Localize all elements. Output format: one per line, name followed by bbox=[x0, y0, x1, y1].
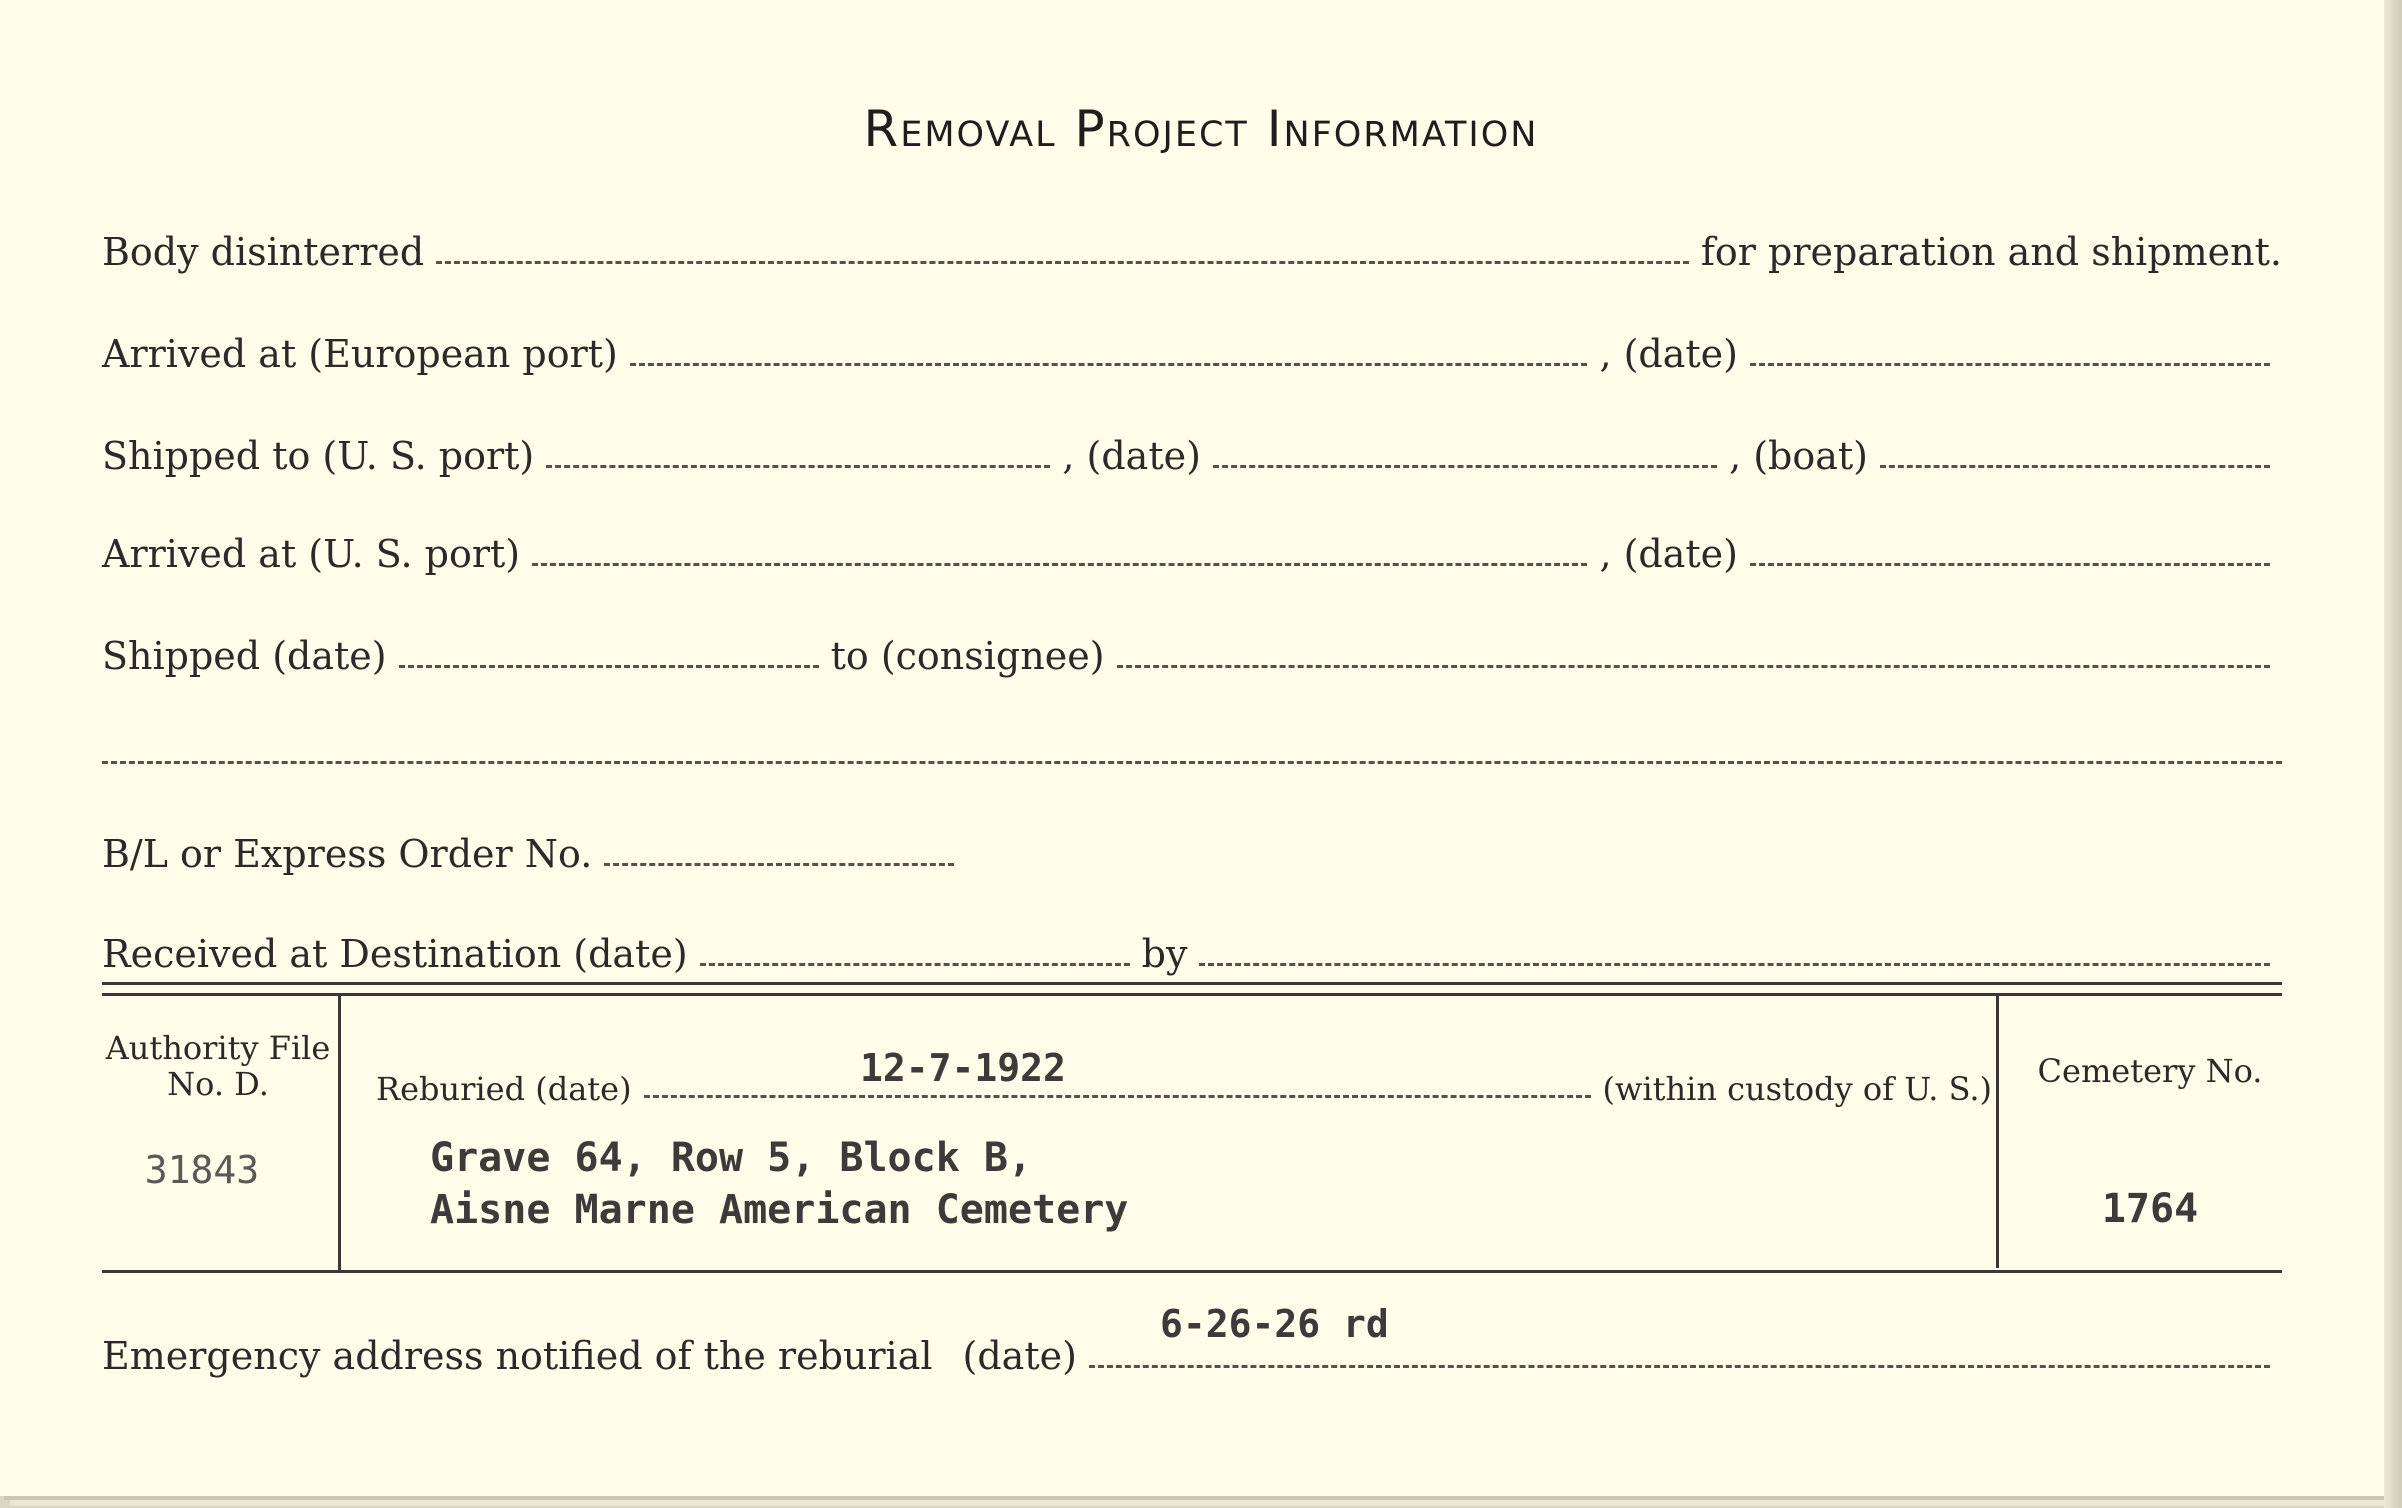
table-top-rule bbox=[102, 982, 2282, 996]
label-shipped-us-port: Shipped to (U. S. port) bbox=[102, 434, 535, 478]
label-arrived-european-port: Arrived at (European port) bbox=[102, 332, 618, 376]
field-body-disinterred[interactable] bbox=[436, 261, 1689, 264]
row-received-destination bbox=[102, 920, 2282, 976]
label-received-destination: Received at Destination (date) bbox=[102, 932, 688, 976]
row-arrived-us-port bbox=[102, 520, 2282, 576]
row-consignee-continued bbox=[102, 718, 2282, 774]
grave-line-1: Grave 64, Row 5, Block B, bbox=[430, 1135, 1033, 1181]
label-boat: , (boat) bbox=[1729, 434, 1868, 478]
field-us-port-date[interactable] bbox=[1750, 563, 2270, 566]
field-emergency-date[interactable] bbox=[1089, 1365, 2270, 1368]
table-bottom-rule bbox=[102, 1270, 2282, 1273]
label-shipped-date: Shipped (date) bbox=[102, 634, 387, 678]
row-bl-order bbox=[102, 820, 2282, 876]
card-edge bbox=[2384, 0, 2402, 1508]
field-consignee[interactable] bbox=[1117, 665, 2270, 668]
row-reburied bbox=[376, 1052, 1992, 1108]
label-cemetery-no: Cemetery No. bbox=[2037, 1052, 2263, 1090]
row-body-disinterred bbox=[102, 218, 2282, 274]
emergency-date-value: 6-26-26 rd bbox=[1160, 1302, 1389, 1346]
table-divider-right bbox=[1996, 994, 1999, 1268]
reburied-date-value: 12-7-1922 bbox=[860, 1046, 1066, 1090]
label-authority-file: Authority File No. D. bbox=[105, 1029, 331, 1103]
field-reburied-date[interactable] bbox=[644, 1095, 1591, 1098]
cemetery-number: 1764 bbox=[2101, 1186, 2199, 1232]
field-received-date[interactable] bbox=[700, 963, 1130, 966]
field-boat[interactable] bbox=[1880, 465, 2270, 468]
row-shipped-consignee bbox=[102, 622, 2282, 678]
label-within-custody: (within custody of U. S.) bbox=[1602, 1070, 1992, 1108]
label-reburied: Reburied (date) bbox=[376, 1070, 632, 1108]
field-european-port-date[interactable] bbox=[1750, 363, 2270, 366]
label-emergency-date: (date) bbox=[962, 1334, 1077, 1378]
authority-file-number: 31843 bbox=[144, 1148, 260, 1192]
table-divider-left bbox=[338, 994, 341, 1272]
field-us-port[interactable] bbox=[532, 563, 1587, 566]
form-title: Removal Project Information bbox=[863, 100, 1539, 158]
row-arrived-european-port bbox=[102, 320, 2282, 376]
label-body-disinterred: Body disinterred bbox=[102, 230, 425, 274]
label-date: , (date) bbox=[1062, 434, 1201, 478]
field-european-port[interactable] bbox=[630, 363, 1588, 366]
label-bl-order: B/L or Express Order No. bbox=[102, 832, 593, 876]
label-by: by bbox=[1141, 932, 1188, 976]
grave-line-2: Aisne Marne American Cemetery bbox=[430, 1187, 1129, 1233]
label-to-consignee: to (consignee) bbox=[830, 634, 1105, 678]
field-received-by[interactable] bbox=[1199, 963, 2270, 966]
field-shipped-date-2[interactable] bbox=[399, 665, 819, 668]
label-date: , (date) bbox=[1599, 332, 1738, 376]
row-shipped-us-port bbox=[102, 422, 2282, 478]
label-arrived-us-port: Arrived at (U. S. port) bbox=[102, 532, 521, 576]
grave-location bbox=[430, 1132, 1128, 1236]
field-bl-order[interactable] bbox=[604, 863, 954, 866]
label-emergency-address: Emergency address notified of the reburial bbox=[102, 1334, 933, 1378]
label-date: , (date) bbox=[1599, 532, 1738, 576]
field-shipped-us-port[interactable] bbox=[546, 465, 1050, 468]
field-shipped-date[interactable] bbox=[1213, 465, 1717, 468]
field-consignee-continued[interactable] bbox=[102, 761, 2282, 764]
label-for-preparation: for preparation and shipment. bbox=[1700, 230, 2282, 274]
